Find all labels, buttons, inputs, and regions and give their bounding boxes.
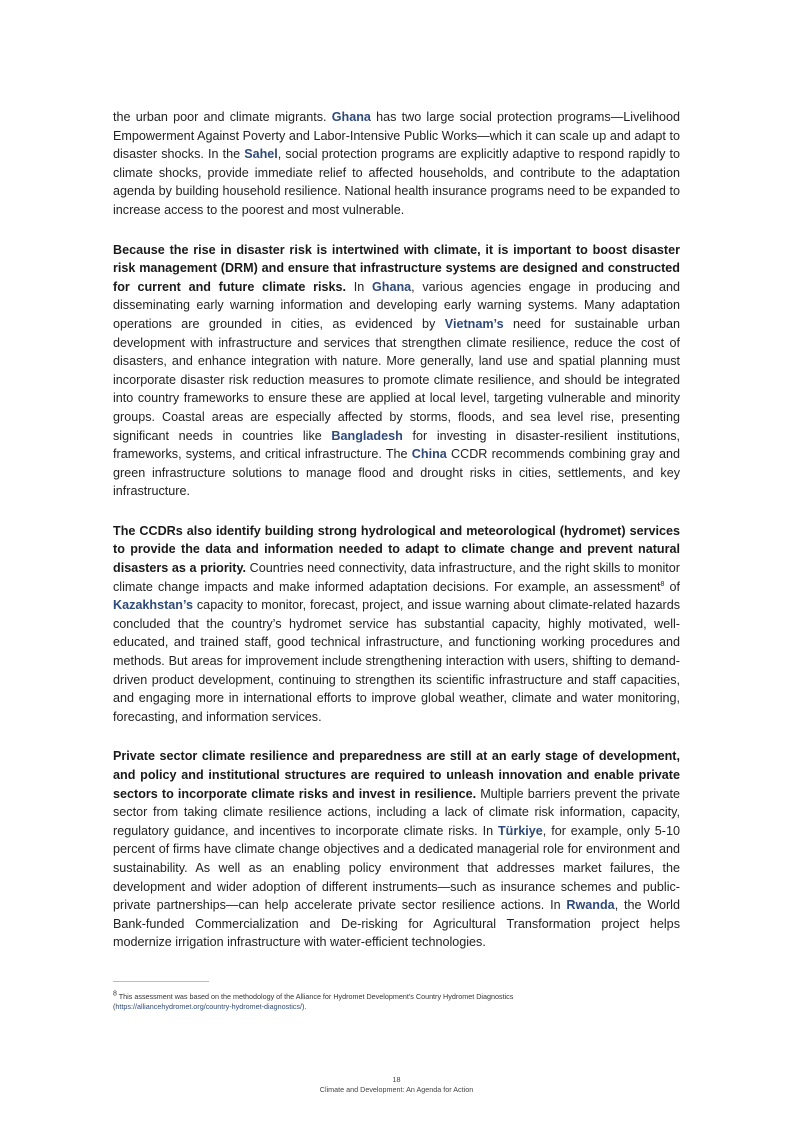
country-vietnam: Vietnam’s: [444, 316, 504, 331]
footnote-link[interactable]: https://alliancehydromet.org/country-hydromet-diagnostics/: [115, 1002, 302, 1011]
footnote-divider: [113, 981, 209, 982]
text: has two large social protection programs—Livelihood Empowerment Against Poverty and Labor-Intensive Public Works—which it can scale up and adapt to disaster shocks. In the: [113, 110, 680, 162]
text: , social protection programs are explicitly adaptive to respond rapidly to climate shocks, provide immediate relief to affected households, and contribute to the adaptation agenda by building household resilience. National health insurance programs need to be expanded to increase access to the poorest and most vulnerable.: [113, 147, 680, 217]
country-sahel: Sahel: [244, 147, 278, 162]
text: the urban poor and climate migrants.: [113, 110, 332, 124]
footnote-reference: 8: [660, 580, 665, 588]
paragraph-private-sector: [113, 747, 680, 952]
text: , the World Bank-funded Commercialization and De-risking for Agricultural Transformation project helps modernize irrigation infrastructure with water-efficient technologies.: [113, 898, 680, 950]
country-turkiye: Türkiye: [497, 823, 543, 838]
country-rwanda: Rwanda: [566, 898, 615, 913]
footnote-number: 8: [113, 990, 117, 998]
main-content: [113, 108, 680, 973]
paragraph-lead: Because the rise in disaster risk is intertwined with climate, it is important to boost disaster risk management (DRM) and ensure that infrastructure systems are designed and constructed for current and future climate risks.: [113, 242, 680, 294]
text: for investing in disaster-resilient institutions, frameworks, systems, and critical infrastructure. The: [113, 428, 681, 462]
footnote-paren: ).: [301, 1002, 307, 1011]
country-bangladesh: Bangladesh: [331, 428, 403, 443]
country-ghana: Ghana: [371, 279, 412, 294]
text: of: [664, 579, 680, 594]
page-number: 18: [392, 1075, 401, 1084]
text: Countries need connectivity, data infrastructure, and the right skills to monitor climate change impacts and make informed adaptation decisions. For example, an assessment: [113, 561, 680, 594]
country-kazakhstan: Kazakhstan’s: [113, 598, 194, 613]
country-ghana: Ghana: [331, 110, 371, 124]
text: need for sustainable urban development with infrastructure and services that strengthen climate resilience, reduce the cost of disasters, and enhance integration with nature. More generally, land use and spatial planning must incorporate disaster risk reduction measures to promote climate resilience, and should be integrated into country frameworks to ensure these are applied at local level, targeting vulnerable and minority groups. Coastal areas are especially affected by storms, floods, and sea level rise, presenting significant needs in countries like: [113, 316, 680, 443]
country-china: China: [411, 447, 447, 462]
footnote: [113, 992, 680, 1012]
paragraph-disaster-risk: [113, 241, 680, 501]
text: In: [346, 279, 372, 294]
footnote-text: This assessment was based on the methodology of the Alliance for Hydromet Development’s Country Hydromet Diagnostics: [116, 992, 514, 1001]
paragraph-hydromet: [113, 522, 680, 727]
footnote-paren: (: [113, 1002, 116, 1011]
text: Multiple barriers prevent the private sector from taking climate resilience actions, including a lack of climate risk information, capacity, regulatory guidance, and incentives to incorporate climate risks. In: [113, 786, 680, 838]
text: capacity to monitor, forecast, project, and issue warning about climate-related hazards concluded that the country’s hydromet service has substantial capacity, highly motivated, well-educated, and trained staff, good technical infrastructure, and functioning working procedures and methods. But areas for improvement include strengthening interaction with users, shifting to demand-driven product development, continuing to strengthen its scientific infrastructure and staff capacities, and engaging more in international efforts to improve global weather, climate and water monitoring, forecasting, and information services.: [113, 598, 680, 724]
text: , for example, only 5-10 percent of firms have climate change objectives and a dedicated managerial role for environment and sustainability. As well as an enabling policy environment that addresses market failures, the development and wider adoption of different instruments—such as insurance schemes and public-private partnerships—can help accelerate private sector resilience actions. In: [113, 823, 680, 913]
text: CCDR recommends combining gray and green infrastructure solutions to manage flood and drought risks in cities, settlements, and key infrastructure.: [113, 447, 681, 499]
document-title: Climate and Development: An Agenda for Action: [319, 1085, 474, 1094]
paragraph-social-protection: [113, 108, 680, 220]
text: , various agencies engage in producing and disseminating early warning information and developing early warning systems. Many adaptation operations are grounded in cities, as evidenced by: [113, 279, 680, 331]
paragraph-lead: Private sector climate resilience and preparedness are still at an early stage of development, and policy and institutional structures are required to unleash innovation and enable private sectors to incorporate climate risks and invest in resilience.: [113, 749, 680, 801]
paragraph-lead: The CCDRs also identify building strong hydrological and meteorological (hydromet) services to provide the data and information needed to adapt to climate change and prevent natural disasters as a priority.: [113, 523, 680, 576]
page-footer: [0, 1075, 793, 1095]
